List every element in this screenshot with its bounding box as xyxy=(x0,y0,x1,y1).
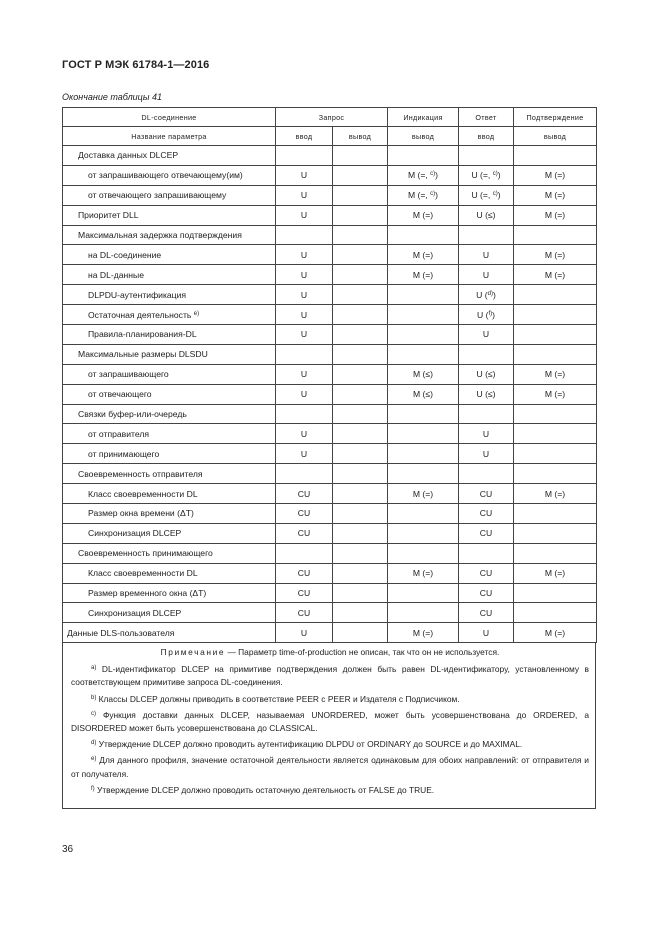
value-cell xyxy=(388,325,459,345)
parameter-table xyxy=(62,107,597,643)
value-cell: U xyxy=(276,444,333,464)
value-cell xyxy=(514,464,597,484)
table-row xyxy=(63,484,597,504)
value-cell xyxy=(459,404,514,424)
value-cell: U xyxy=(276,325,333,345)
header-cell: DL-соединение xyxy=(63,108,276,127)
table-row xyxy=(63,404,597,424)
value-cell xyxy=(388,543,459,563)
value-cell: CU xyxy=(459,504,514,524)
value-cell xyxy=(333,424,388,444)
value-cell xyxy=(333,146,388,166)
parameter-name-cell: Правила-планирования-DL xyxy=(63,325,276,345)
header-cell: Ответ xyxy=(459,108,514,127)
value-cell xyxy=(388,146,459,166)
value-cell xyxy=(333,623,388,643)
value-cell: M (=) xyxy=(514,623,597,643)
footnotes xyxy=(63,663,595,797)
value-cell: U xyxy=(276,165,333,185)
value-cell xyxy=(333,583,388,603)
value-cell: M (=) xyxy=(388,245,459,265)
value-cell: M (=) xyxy=(514,205,597,225)
table-row xyxy=(63,146,597,166)
table-row xyxy=(63,543,597,563)
value-cell: M (=) xyxy=(388,623,459,643)
table-row xyxy=(63,305,597,325)
value-cell: U xyxy=(276,364,333,384)
value-cell xyxy=(388,305,459,325)
value-cell: U (=, $^{c)}$) xyxy=(459,165,514,185)
note-line xyxy=(63,643,595,659)
parameter-name-cell: Максимальная задержка подтверждения xyxy=(63,225,276,245)
parameter-name-cell: Остаточная деятельность $^{e)}$ xyxy=(63,305,276,325)
value-cell: U xyxy=(276,305,333,325)
header-cell: вывод xyxy=(514,127,597,146)
parameter-name-cell: Своевременность принимающего xyxy=(63,543,276,563)
value-cell: M (=, $^{c)}$) xyxy=(388,185,459,205)
value-cell: M (=) xyxy=(388,484,459,504)
header-cell: Подтверждение xyxy=(514,108,597,127)
value-cell: U xyxy=(276,205,333,225)
value-cell: CU xyxy=(459,603,514,623)
value-cell xyxy=(333,245,388,265)
value-cell xyxy=(276,464,333,484)
value-cell xyxy=(276,146,333,166)
value-cell xyxy=(514,325,597,345)
value-cell: U xyxy=(276,424,333,444)
table-row xyxy=(63,603,597,623)
document-header: ГОСТ Р МЭК 61784-1—2016 xyxy=(62,59,210,71)
value-cell xyxy=(388,504,459,524)
value-cell: U (≤) xyxy=(459,364,514,384)
value-cell: M (=) xyxy=(514,484,597,504)
value-cell: U xyxy=(459,325,514,345)
value-cell: U xyxy=(276,285,333,305)
parameter-name-cell: Своевременность отправителя xyxy=(63,464,276,484)
value-cell: U xyxy=(459,265,514,285)
parameter-name-cell: от отвечающего xyxy=(63,384,276,404)
value-cell xyxy=(459,344,514,364)
value-cell: U xyxy=(276,245,333,265)
parameter-name-cell: Синхронизация DLCEP xyxy=(63,603,276,623)
header-cell: Индикация xyxy=(388,108,459,127)
value-cell: M (=) xyxy=(514,364,597,384)
table-row xyxy=(63,265,597,285)
value-cell: CU xyxy=(459,583,514,603)
value-cell xyxy=(514,225,597,245)
footnote-mark: e) xyxy=(91,756,97,763)
footnote-mark: a) xyxy=(91,665,97,672)
value-cell: U ($^{d)}$) xyxy=(459,285,514,305)
parameter-name-cell: Доставка данных DLCEP xyxy=(63,146,276,166)
parameter-name-cell: Связки буфер-или-очередь xyxy=(63,404,276,424)
value-cell xyxy=(514,344,597,364)
footnote xyxy=(63,784,595,797)
value-cell xyxy=(514,583,597,603)
footnote xyxy=(63,663,595,689)
value-cell: M (=) xyxy=(514,245,597,265)
table-caption: Окончание таблицы 41 xyxy=(62,92,162,102)
value-cell xyxy=(276,344,333,364)
parameter-name-cell: Максимальные размеры DLSDU xyxy=(63,344,276,364)
page-number: 36 xyxy=(62,844,74,855)
value-cell xyxy=(388,424,459,444)
table-row xyxy=(63,185,597,205)
value-cell: M (=) xyxy=(514,165,597,185)
value-cell: CU xyxy=(459,523,514,543)
value-cell: CU xyxy=(276,504,333,524)
value-cell xyxy=(333,484,388,504)
value-cell xyxy=(333,285,388,305)
parameter-name-cell: Данные DLS-пользователя xyxy=(63,623,276,643)
value-cell xyxy=(459,146,514,166)
value-cell: U xyxy=(459,623,514,643)
note-label: Примечание xyxy=(160,647,226,657)
header-cell: ввод xyxy=(459,127,514,146)
table-row xyxy=(63,285,597,305)
value-cell: M (=) xyxy=(514,384,597,404)
footnote-text: Утверждение DLCEP должно проводить остаточную деятельность от FALSE до TRUE. xyxy=(97,784,435,795)
footnote xyxy=(63,754,595,780)
value-cell xyxy=(333,504,388,524)
value-cell: U xyxy=(276,185,333,205)
parameter-name-cell: Приоритет DLL xyxy=(63,205,276,225)
value-cell: U xyxy=(276,623,333,643)
table-row xyxy=(63,165,597,185)
parameter-name-cell: Класс своевременности DL xyxy=(63,563,276,583)
parameter-name-cell: от отвечающего запрашивающему xyxy=(63,185,276,205)
value-cell xyxy=(333,543,388,563)
value-cell xyxy=(333,265,388,285)
value-cell xyxy=(388,523,459,543)
value-cell xyxy=(388,285,459,305)
table-row xyxy=(63,344,597,364)
note-text: — Параметр time-of-production не описан, так что он не используется. xyxy=(227,647,500,657)
value-cell: M (=) xyxy=(514,265,597,285)
value-cell xyxy=(514,543,597,563)
value-cell xyxy=(333,364,388,384)
value-cell xyxy=(514,404,597,424)
value-cell: M (≤) xyxy=(388,364,459,384)
value-cell xyxy=(333,384,388,404)
parameter-name-cell: Размер окна времени (ΔT) xyxy=(63,504,276,524)
value-cell: CU xyxy=(276,523,333,543)
table-row xyxy=(63,504,597,524)
footnote-text: Для данного профиля, значение остаточной деятельности является одинаковым для обоих направлений: от отправителя и от получателя. xyxy=(71,755,589,779)
table-row xyxy=(63,464,597,484)
value-cell: U xyxy=(459,245,514,265)
value-cell xyxy=(459,464,514,484)
table-row xyxy=(63,384,597,404)
parameter-name-cell: DLPDU-аутентификация xyxy=(63,285,276,305)
table-row xyxy=(63,623,597,643)
value-cell: M (=) xyxy=(514,563,597,583)
value-cell xyxy=(514,444,597,464)
parameter-name-cell: на DL-соединение xyxy=(63,245,276,265)
value-cell: M (≤) xyxy=(388,384,459,404)
parameter-name-cell: Размер временного окна (ΔT) xyxy=(63,583,276,603)
footnote xyxy=(63,709,595,735)
value-cell xyxy=(388,464,459,484)
value-cell xyxy=(333,344,388,364)
value-cell: CU xyxy=(459,563,514,583)
value-cell: U xyxy=(276,265,333,285)
value-cell: U xyxy=(459,424,514,444)
table-row xyxy=(63,245,597,265)
value-cell: U (=, $^{c)}$) xyxy=(459,185,514,205)
footnote-mark: f) xyxy=(91,785,95,792)
value-cell xyxy=(276,543,333,563)
parameter-name-cell: от отправителя xyxy=(63,424,276,444)
parameter-name-cell: от принимающего xyxy=(63,444,276,464)
value-cell: CU xyxy=(276,563,333,583)
table-header-row-1 xyxy=(63,108,597,127)
parameter-name-cell: от запрашивающего отвечающему(им) xyxy=(63,165,276,185)
value-cell: CU xyxy=(276,583,333,603)
header-cell: ввод xyxy=(276,127,333,146)
table-row xyxy=(63,563,597,583)
value-cell: U xyxy=(459,444,514,464)
value-cell: M (=, $^{c)}$) xyxy=(388,165,459,185)
parameter-name-cell: Синхронизация DLCEP xyxy=(63,523,276,543)
value-cell: U (≤) xyxy=(459,384,514,404)
footnote-mark: b) xyxy=(91,694,97,701)
footnote-text: Классы DLCEP должны приводить в соответствие PEER с PEER и Издателя с Подписчиком. xyxy=(98,693,460,704)
parameter-name-cell: на DL-данные xyxy=(63,265,276,285)
value-cell xyxy=(388,603,459,623)
footnote-mark: d) xyxy=(91,740,97,747)
footnote xyxy=(63,738,595,751)
value-cell: U ($^{f)}$) xyxy=(459,305,514,325)
value-cell xyxy=(459,543,514,563)
value-cell xyxy=(333,404,388,424)
parameter-name-cell: Класс своевременности DL xyxy=(63,484,276,504)
table-row xyxy=(63,424,597,444)
value-cell: CU xyxy=(459,484,514,504)
footnote-text: DL-идентификатор DLCEP на примитиве подтверждения должен быть равен DL-идентификатору, установленному в соответствующем примитиве запроса DL-соединения. xyxy=(71,664,590,688)
value-cell: CU xyxy=(276,603,333,623)
table-header-row-2 xyxy=(63,127,597,146)
value-cell: M (=) xyxy=(388,205,459,225)
value-cell xyxy=(388,583,459,603)
value-cell: M (=) xyxy=(388,563,459,583)
value-cell xyxy=(333,325,388,345)
value-cell xyxy=(459,225,514,245)
header-cell: вывод xyxy=(333,127,388,146)
value-cell xyxy=(514,603,597,623)
table-row xyxy=(63,583,597,603)
table-row xyxy=(63,205,597,225)
footnote-text: Функция доставки данных DLCEP, называемая UNORDERED, может быть усовершенствована до ORDERED, а DISORDERED может быть усовершенствована до CLASSICAL. xyxy=(71,709,590,734)
value-cell xyxy=(333,464,388,484)
table-row xyxy=(63,444,597,464)
value-cell xyxy=(514,285,597,305)
value-cell xyxy=(388,444,459,464)
value-cell xyxy=(514,504,597,524)
value-cell xyxy=(388,404,459,424)
value-cell xyxy=(388,344,459,364)
table-row xyxy=(63,364,597,384)
table-row xyxy=(63,325,597,345)
value-cell: M (=) xyxy=(514,185,597,205)
value-cell: M (=) xyxy=(388,265,459,285)
value-cell: U (≤) xyxy=(459,205,514,225)
notes-box xyxy=(62,643,596,809)
header-cell: Название параметра xyxy=(63,127,276,146)
value-cell xyxy=(333,444,388,464)
footnote-mark: c) xyxy=(91,710,96,717)
value-cell xyxy=(333,185,388,205)
value-cell xyxy=(333,523,388,543)
table-row xyxy=(63,523,597,543)
value-cell xyxy=(514,305,597,325)
value-cell xyxy=(514,523,597,543)
footnote-text: Утверждение DLCEP должно проводить аутентификацию DLPDU от ORDINARY до SOURCE и до MAXIMAL. xyxy=(98,739,523,750)
value-cell xyxy=(333,563,388,583)
header-cell: Запрос xyxy=(276,108,388,127)
header-cell: вывод xyxy=(388,127,459,146)
value-cell xyxy=(276,404,333,424)
value-cell xyxy=(514,146,597,166)
value-cell xyxy=(333,205,388,225)
value-cell xyxy=(388,225,459,245)
value-cell xyxy=(333,603,388,623)
table-row xyxy=(63,225,597,245)
parameter-name-cell: от запрашивающего xyxy=(63,364,276,384)
value-cell xyxy=(333,225,388,245)
value-cell xyxy=(276,225,333,245)
value-cell: CU xyxy=(276,484,333,504)
footnote xyxy=(63,693,595,706)
value-cell: U xyxy=(276,384,333,404)
value-cell xyxy=(333,305,388,325)
value-cell xyxy=(333,165,388,185)
value-cell xyxy=(514,424,597,444)
